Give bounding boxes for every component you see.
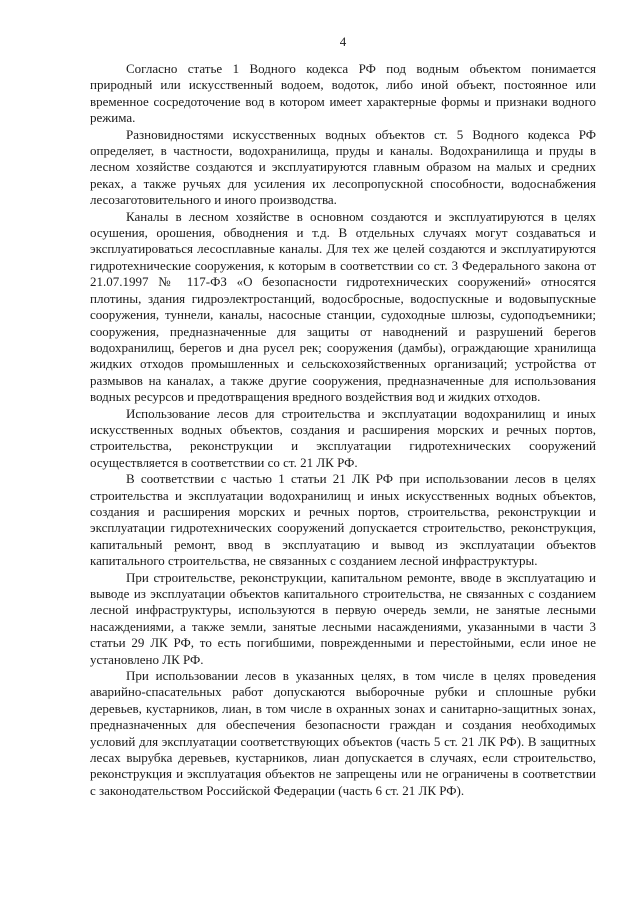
paragraph-7: При использовании лесов в указанных целях, в том числе в целях проведения аварийно-спасательных работ допускаются выборочные рубки и сплошные рубки деревьев, кустарников, лиан, в том числе в охранных зонах и санитарно-защитных зонах, предназначенных для обеспечения безопасности граждан и создания необходимых условий для эксплуатации соответствующих объектов (часть 5 ст. 21 ЛК РФ). В защитных лесах вырубка деревьев, кустарников, лиан допускается в случаях, если строительство, реконструкция и эксплуатация объектов не запрещены или не ограничены в соответствии с законодательством Российской Федерации (часть 6 ст. 21 ЛК РФ). [90, 668, 596, 798]
page-number: 4 [339, 34, 347, 49]
paragraph-5: В соответствии с частью 1 статьи 21 ЛК РФ при использовании лесов в целях строительства и эксплуатации водохранилищ и иных искусственных водных объектов, создания и расширения морских и речных портов, строительства, реконструкции и эксплуатации гидротехнических сооружений допускается строительство, реконструкция, капитальный ремонт, ввод в эксплуатацию и вывод из эксплуатации объектов капитального строительства, не связанных с созданием лесной инфраструктуры. [90, 471, 596, 569]
paragraph-6: При строительстве, реконструкции, капитальном ремонте, вводе в эксплуатацию и выводе из эксплуатации объектов капитального строительства, не связанных с созданием лесной инфраструктуры, используются в первую очередь земли, не занятые лесными насаждениями, а также земли, занятые лесными насаждениями, указанными в части 3 статьи 29 ЛК РФ, то есть погибшими, поврежденными и перестойными, если иное не установлено ЛК РФ. [90, 569, 596, 667]
paragraph-2: Разновидностями искусственных водных объектов ст. 5 Водного кодекса РФ определяет, в частности, водохранилища, пруды и каналы. Водохранилища и пруды в лесном хозяйстве создаются и эксплуатируются главным образом на малых и средних реках, а также ручьях для усиления их лесопропускной способности, водоснабжения лесозаготовительного и иного производства. [90, 126, 596, 208]
document-body [90, 61, 596, 799]
paragraph-3: Каналы в лесном хозяйстве в основном создаются и эксплуатируются в целях осушения, орошения, обводнения и т.д. В отдельных случаях могут создаваться и эксплуатироваться лесосплавные каналы. Для тех же целей создаются и эксплуатируются гидротехнические сооружения, к которым в соответствии со ст. 3 Федерального закона от 21.07.1997 № 117-ФЗ «О безопасности гидротехнических сооружений» относятся плотины, здания гидроэлектростанций, водосбросные, водоспускные и водовыпускные сооружения, туннели, каналы, насосные станции, судоходные шлюзы, судоподъемники; сооружения, предназначенные для защиты от наводнений и разрушений берегов водохранилищ, берегов и дна русел рек; сооружения (дамбы), ограждающие хранилища жидких отходов промышленных и сельскохозяйственных организаций; устройства от размывов на каналах, а также другие сооружения, предназначенные для использования водных ресурсов и предотвращения вредного воздействия вод и жидких отходов. [90, 208, 596, 405]
paragraph-4: Использование лесов для строительства и эксплуатации водохранилищ и иных искусственных водных объектов, создания и расширения морских и речных портов, строительства, реконструкции и эксплуатации гидротехнических сооружений осуществляется в соответствии со ст. 21 ЛК РФ. [90, 405, 596, 470]
document-page [90, 0, 596, 905]
paragraph-1: Согласно статье 1 Водного кодекса РФ под водным объектом понимается природный или искусственный водоем, водоток, либо иной объект, постоянное или временное сосредоточение вод в котором имеет характерные формы и признаки водного режима. [90, 61, 596, 126]
